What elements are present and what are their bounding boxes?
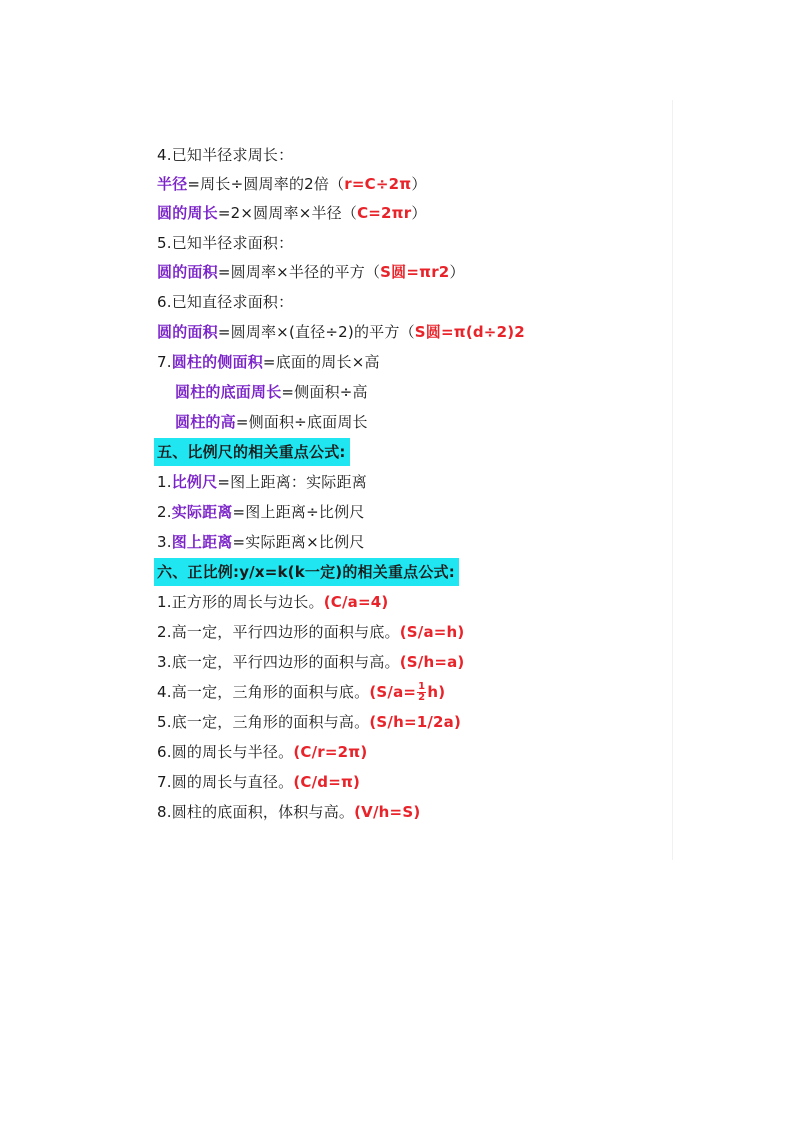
cylinder-height-line [175,409,368,435]
close: ） [411,204,427,222]
term: 圆柱的侧面积 [171,353,263,371]
term: 圆柱的底面周长 [175,383,282,401]
formula: (S/h=a) [399,653,465,671]
denominator: 2 [418,692,426,703]
scale-item-2 [157,499,364,525]
formula: r=C÷2π [344,175,412,193]
term: 圆的面积 [157,323,218,341]
term: 圆的周长 [157,204,218,222]
prefix: 3. [157,533,172,551]
text: 5.已知半径求面积： [157,234,294,252]
text: 2.高一定，平行四边形的面积与底。 [157,623,400,641]
fraction-one-half [417,682,426,703]
numerator: 1 [418,681,426,692]
text: =实际距离×比例尺 [232,533,365,551]
proportion-item-3 [157,649,464,675]
text: 4.已知半径求周长： [157,146,294,164]
prefix: 7. [157,353,172,371]
formula: (C/a=4) [323,593,389,611]
text: 7.圆的周长与直径。 [157,773,294,791]
formula: (S/h=1/2a) [369,713,462,731]
close: ） [411,175,427,193]
text: 5.底一定，三角形的面积与高。 [157,713,370,731]
text: =图上距离：实际距离 [217,473,367,491]
radius-formula-line [157,171,427,197]
formula: (C/d=π) [293,773,361,791]
formula: (C/r=2π) [293,743,368,761]
text: =圆周率×(直径÷2)的平方（ [217,323,415,341]
proportion-item-6 [157,739,367,765]
term: 圆柱的高 [175,413,236,431]
cylinder-base-circumference-line [175,379,368,405]
circle-line-5 [157,230,293,256]
formula: C=2πr [357,204,412,222]
term: 实际距离 [171,503,233,521]
prefix: 1. [157,473,172,491]
text: 3.底一定，平行四边形的面积与高。 [157,653,400,671]
proportion-item-1 [157,589,388,615]
term: 半径 [157,175,188,193]
proportion-item-5 [157,709,461,735]
text: 4.高一定，三角形的面积与底。 [157,683,370,701]
circle-line-4 [157,142,293,168]
circumference-formula-line [157,200,427,226]
formula: (S/a=h) [399,623,465,641]
page-edge-divider [672,100,673,860]
proportion-item-4 [157,679,445,705]
text: =侧面积÷底面周长 [235,413,368,431]
term: 比例尺 [171,473,218,491]
scale-item-1 [157,469,367,495]
proportion-item-2 [157,619,464,645]
cylinder-lateral-area-line [157,349,380,375]
proportion-item-7 [157,769,360,795]
proportion-item-8 [157,799,420,825]
circle-line-6 [157,289,293,315]
text: =侧面积÷高 [281,383,368,401]
text: =底面的周长×高 [262,353,380,371]
term: 图上距离 [171,533,233,551]
formula: (V/h=S) [354,803,421,821]
area-from-radius-line [157,259,465,285]
text: =图上距离÷比例尺 [232,503,365,521]
close: ） [449,263,465,281]
section6-heading: 六、正比例:y/x=k(k一定)的相关重点公式: [154,558,459,586]
text: 1.正方形的周长与边长。 [157,593,324,611]
term: 圆的面积 [157,263,218,281]
text: =周长÷圆周率的2倍（ [187,175,345,193]
text: 8.圆柱的底面积，体积与高。 [157,803,355,821]
text: 6.圆的周长与半径。 [157,743,294,761]
formula: S圆=π(d÷2)2 [414,323,525,341]
prefix: 2. [157,503,172,521]
formula: (S/a= [369,683,417,701]
area-from-diameter-line [157,319,525,345]
formula: S圆=πr2 [380,263,450,281]
text: =圆周率×半径的平方（ [217,263,381,281]
text: 6.已知直径求面积： [157,293,294,311]
text: =2×圆周率×半径（ [217,204,358,222]
formula-end: h) [427,683,446,701]
section5-heading: 五、比例尺的相关重点公式: [154,438,350,466]
scale-item-3 [157,529,364,555]
